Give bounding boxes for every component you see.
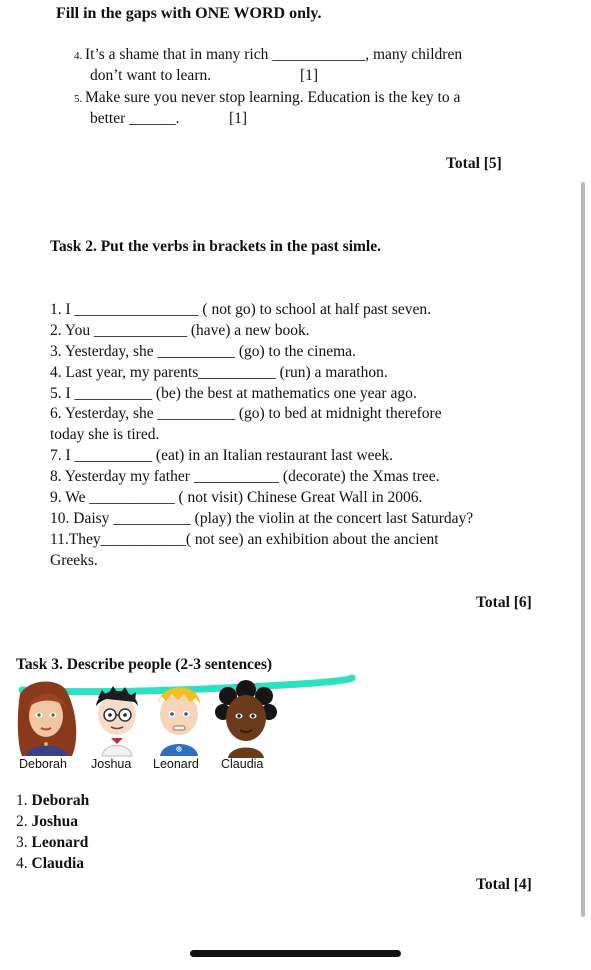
task2-line: 6. Yesterday, she __________ (go) to bed at midnight therefore [50, 405, 442, 422]
task2-total: Total [6] [476, 594, 532, 611]
task2-line: 9. We ___________ ( not visit) Chinese Great Wall in 2006. [50, 489, 423, 506]
person-name: Leonard [31, 834, 89, 851]
task2-heading: Task 2. Put the verbs in brackets in the past simle. [50, 238, 381, 255]
task2-line: Greeks. [50, 552, 98, 569]
task2-line: today she is tired. [50, 426, 160, 443]
question-5-number: 5. [74, 93, 83, 105]
task3-total: Total [4] [476, 876, 532, 893]
list-number: 4. [16, 855, 28, 872]
person-name: Claudia [31, 855, 85, 872]
claudia-picture [215, 680, 277, 758]
svg-text:☸: ☸ [175, 745, 183, 754]
home-indicator[interactable] [190, 950, 401, 957]
task2-line: 5. I __________ (be) the best at mathematics one year ago. [50, 385, 417, 402]
task2-line: 8. Yesterday my father ___________ (decorate) the Xmas tree. [50, 468, 440, 485]
list-item [16, 855, 84, 873]
task2-line: 11.They___________( not see) an exhibition about the ancient [50, 531, 439, 548]
list-number: 2. [16, 813, 28, 830]
leonard-picture [158, 688, 200, 757]
vertical-scrollbar[interactable] [581, 182, 585, 917]
deborah-picture [18, 681, 76, 756]
task2-line: 2. You ____________ (have) a new book. [50, 322, 310, 339]
question-4-mark: [1] [300, 67, 319, 84]
caption-claudia: Claudia [221, 757, 264, 771]
question-4-line1: It’s a shame that in many rich ____________, many children [85, 46, 463, 63]
caption-joshua: Joshua [91, 757, 132, 771]
person-name: Joshua [31, 813, 79, 830]
list-item [16, 792, 89, 810]
question-5-line2: better ______. [90, 110, 180, 127]
list-item [16, 813, 78, 831]
task2-line: 10. Daisy __________ (play) the violin at the concert last Saturday? [50, 510, 474, 527]
task2-line: 1. I ________________ ( not go) to school at half past seven. [50, 301, 431, 318]
task3-heading: Task 3. Describe people (2-3 sentences) [16, 656, 273, 673]
person-name: Deborah [31, 792, 90, 809]
task1-total: Total [5] [446, 155, 502, 172]
question-5-line1: Make sure you never stop learning. Education is the key to a [85, 89, 461, 106]
caption-deborah: Deborah [19, 757, 67, 771]
task1-heading: Fill in the gaps with ONE WORD only. [56, 5, 322, 22]
joshua-picture [96, 686, 138, 756]
question-4-number: 4. [74, 50, 83, 62]
task2-line: 7. I __________ (eat) in an Italian restaurant last week. [50, 447, 394, 464]
list-number: 3. [16, 834, 28, 851]
question-4-line2: don’t want to learn. [90, 67, 212, 84]
question-5-mark: [1] [229, 110, 248, 127]
list-item [16, 834, 88, 852]
caption-leonard: Leonard [153, 757, 199, 771]
list-number: 1. [16, 792, 28, 809]
task2-line: 3. Yesterday, she __________ (go) to the cinema. [50, 343, 356, 360]
task2-line: 4. Last year, my parents__________ (run) a marathon. [50, 364, 388, 381]
